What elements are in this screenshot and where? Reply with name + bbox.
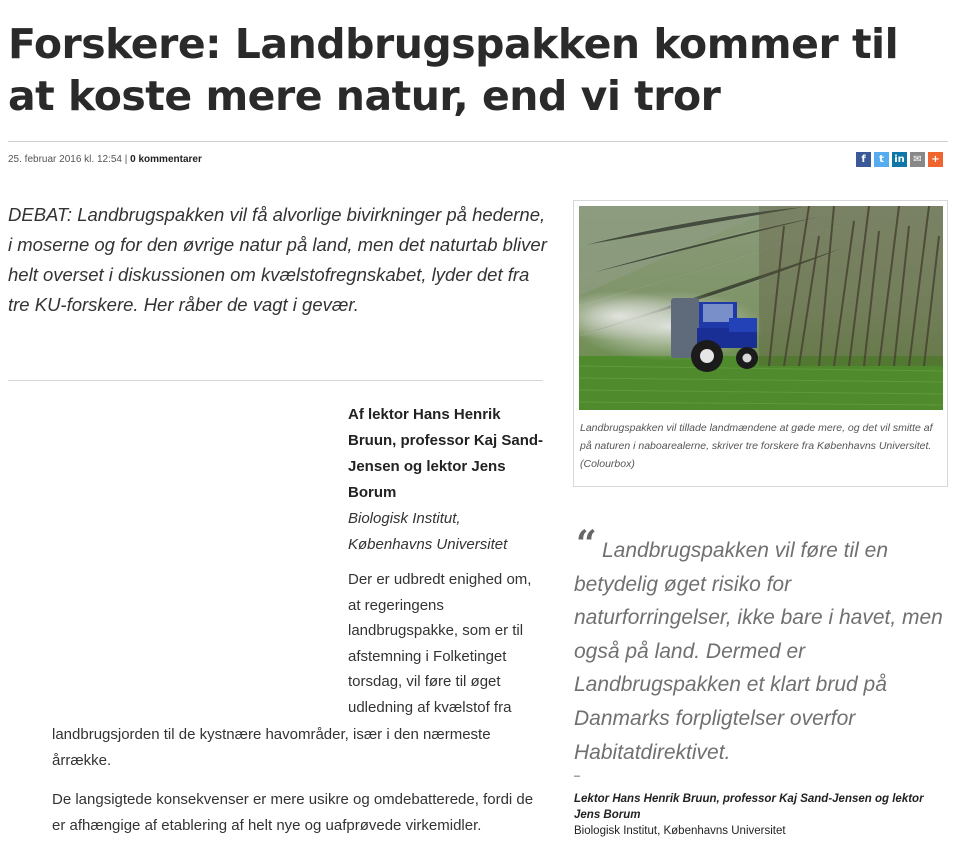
body-paragraph-2: De langsigtede konsekvenser er mere usikre og omdebatterede, fordi de er afhængige af etablering af helt nye og uafprøvede virkemidler.	[52, 791, 534, 834]
quote-mark-icon: “	[576, 523, 597, 565]
body-paragraph-1-end: landbrugsjorden til de kystnære havområder, især i den nærmeste årrække.	[52, 726, 491, 769]
body-paragraph-1-start: Der er udbredt enighed om, at regeringens landbrugspakke, som er til afstemning i Folketinget torsdag, vil føre til øget udledning af kvælstof fra	[348, 571, 532, 716]
more-share-icon[interactable]: +	[928, 152, 943, 167]
meta-separator: |	[124, 154, 128, 165]
facebook-share-icon[interactable]: f	[856, 152, 871, 167]
figure-caption: Landbrugspakken vil tillade landmændene at gøde mere, og det vil smitte af på naturen i naboarealerne, skriver tre forskere fra Københavns Universitet. (Colourbox)	[580, 422, 933, 470]
quote-dash: –	[574, 770, 581, 782]
email-share-icon[interactable]: ✉	[910, 152, 925, 167]
share-bar	[856, 152, 943, 167]
publish-date: 25. februar 2016 kl. 12:54	[8, 154, 122, 165]
byline-institution: Biologisk Institut, Københavns Universitet	[348, 510, 508, 553]
quote-institution: Biologisk Institut, Københavns Universitet	[574, 825, 786, 837]
article-title: Forskere: Landbrugspakken kommer til at koste mere natur, end vi tror	[8, 20, 899, 120]
article-meta	[8, 154, 202, 165]
title-divider	[8, 141, 948, 142]
twitter-share-icon[interactable]: t	[874, 152, 889, 167]
lead-divider	[8, 380, 543, 381]
article-lead: DEBAT: Landbrugspakken vil få alvorlige bivirkninger på hederne, i moserne og for den øvrige natur på land, men det naturtab bliver helt overset i diskussionen om kvælstofregnskabet, lyder det fra tre KU-forskere. Her råber de vagt i gevær.	[8, 204, 547, 315]
body-text-wide	[52, 722, 546, 838]
byline-authors: Af lektor Hans Henrik Bruun, professor Kaj Sand-Jensen og lektor Jens Borum	[348, 406, 544, 501]
comments-link[interactable]: 0 kommentarer	[130, 154, 202, 165]
article-figure	[573, 200, 948, 487]
quote-authors: Lektor Hans Henrik Bruun, professor Kaj Sand-Jensen og lektor Jens Borum	[574, 793, 924, 821]
linkedin-share-icon[interactable]: in	[892, 152, 907, 167]
tractor-field-image	[579, 206, 943, 410]
tractor-photo[interactable]	[579, 206, 943, 410]
pull-quote-text: Landbrugspakken vil føre til en betydelig øget risiko for naturforringelser, ikke bare i havet, men også på land. Dermed er Landbrugspakken et klart brud på Danmarks forpligtelser overfor Habitatdirektivet.	[574, 539, 943, 764]
author-byline	[348, 402, 548, 558]
